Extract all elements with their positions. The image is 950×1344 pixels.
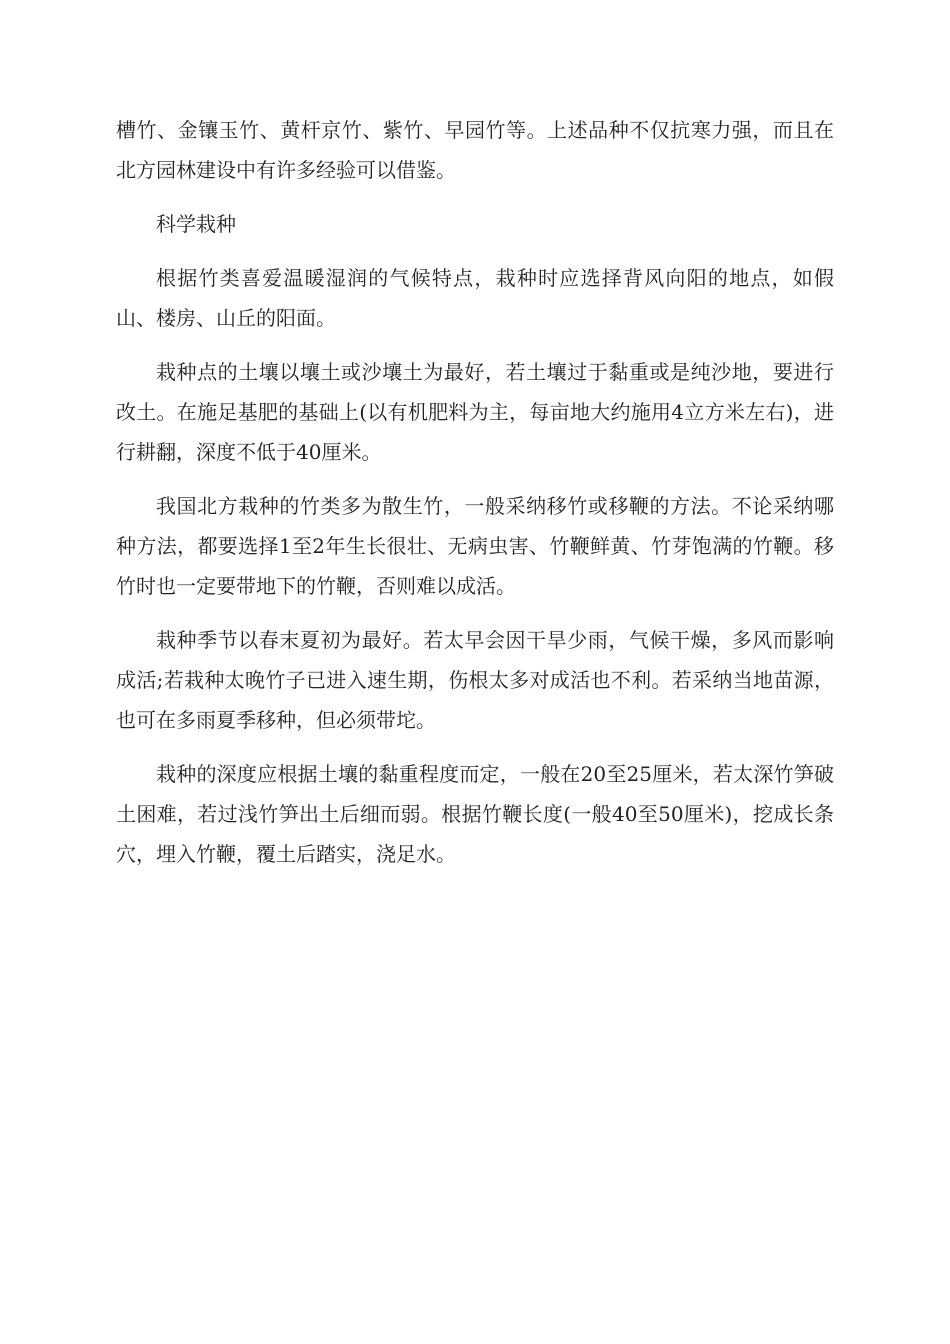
intro-paragraph: 槽竹、金镶玉竹、黄杆京竹、紫竹、早园竹等。上述品种不仅抗寒力强，而且在北方园林建设中有许多经验可以借鉴。 <box>116 118 834 182</box>
paragraph-depth: 栽种的深度应根据土壤的黏重程度而定，一般在20至25厘米，若太深竹笋破土困难，若过浅竹笋出土后细而弱。根据竹鞭长度(一般40至50厘米)，挖成长条穴，埋入竹鞭，覆土后踏实，浇足水。 <box>116 762 834 866</box>
paragraph-season: 栽种季节以春末夏初为最好。若太早会因干旱少雨，气候干燥，多风而影响成活;若栽种太晚竹子已进入速生期，伤根太多对成活也不利。若采纳当地苗源，也可在多雨夏季移种，但必须带坨。 <box>116 628 834 732</box>
document-body <box>116 110 834 888</box>
paragraph-method: 我国北方栽种的竹类多为散生竹，一般采纳移竹或移鞭的方法。不论采纳哪种方法，都要选择1至2年生长很壮、无病虫害、竹鞭鲜黄、竹芽饱满的竹鞭。移竹时也一定要带地下的竹鞭，否则难以成活。 <box>116 494 834 598</box>
paragraph-soil: 栽种点的土壤以壤土或沙壤土为最好，若土壤过于黏重或是纯沙地，要进行改土。在施足基肥的基础上(以有机肥料为主，每亩地大约施用4立方米左右)，进行耕翻，深度不低于40厘米。 <box>116 360 834 464</box>
section-heading: 科学栽种 <box>156 212 236 236</box>
paragraph-location: 根据竹类喜爱温暖湿润的气候特点，栽种时应选择背风向阳的地点，如假山、楼房、山丘的阳面。 <box>116 266 834 330</box>
